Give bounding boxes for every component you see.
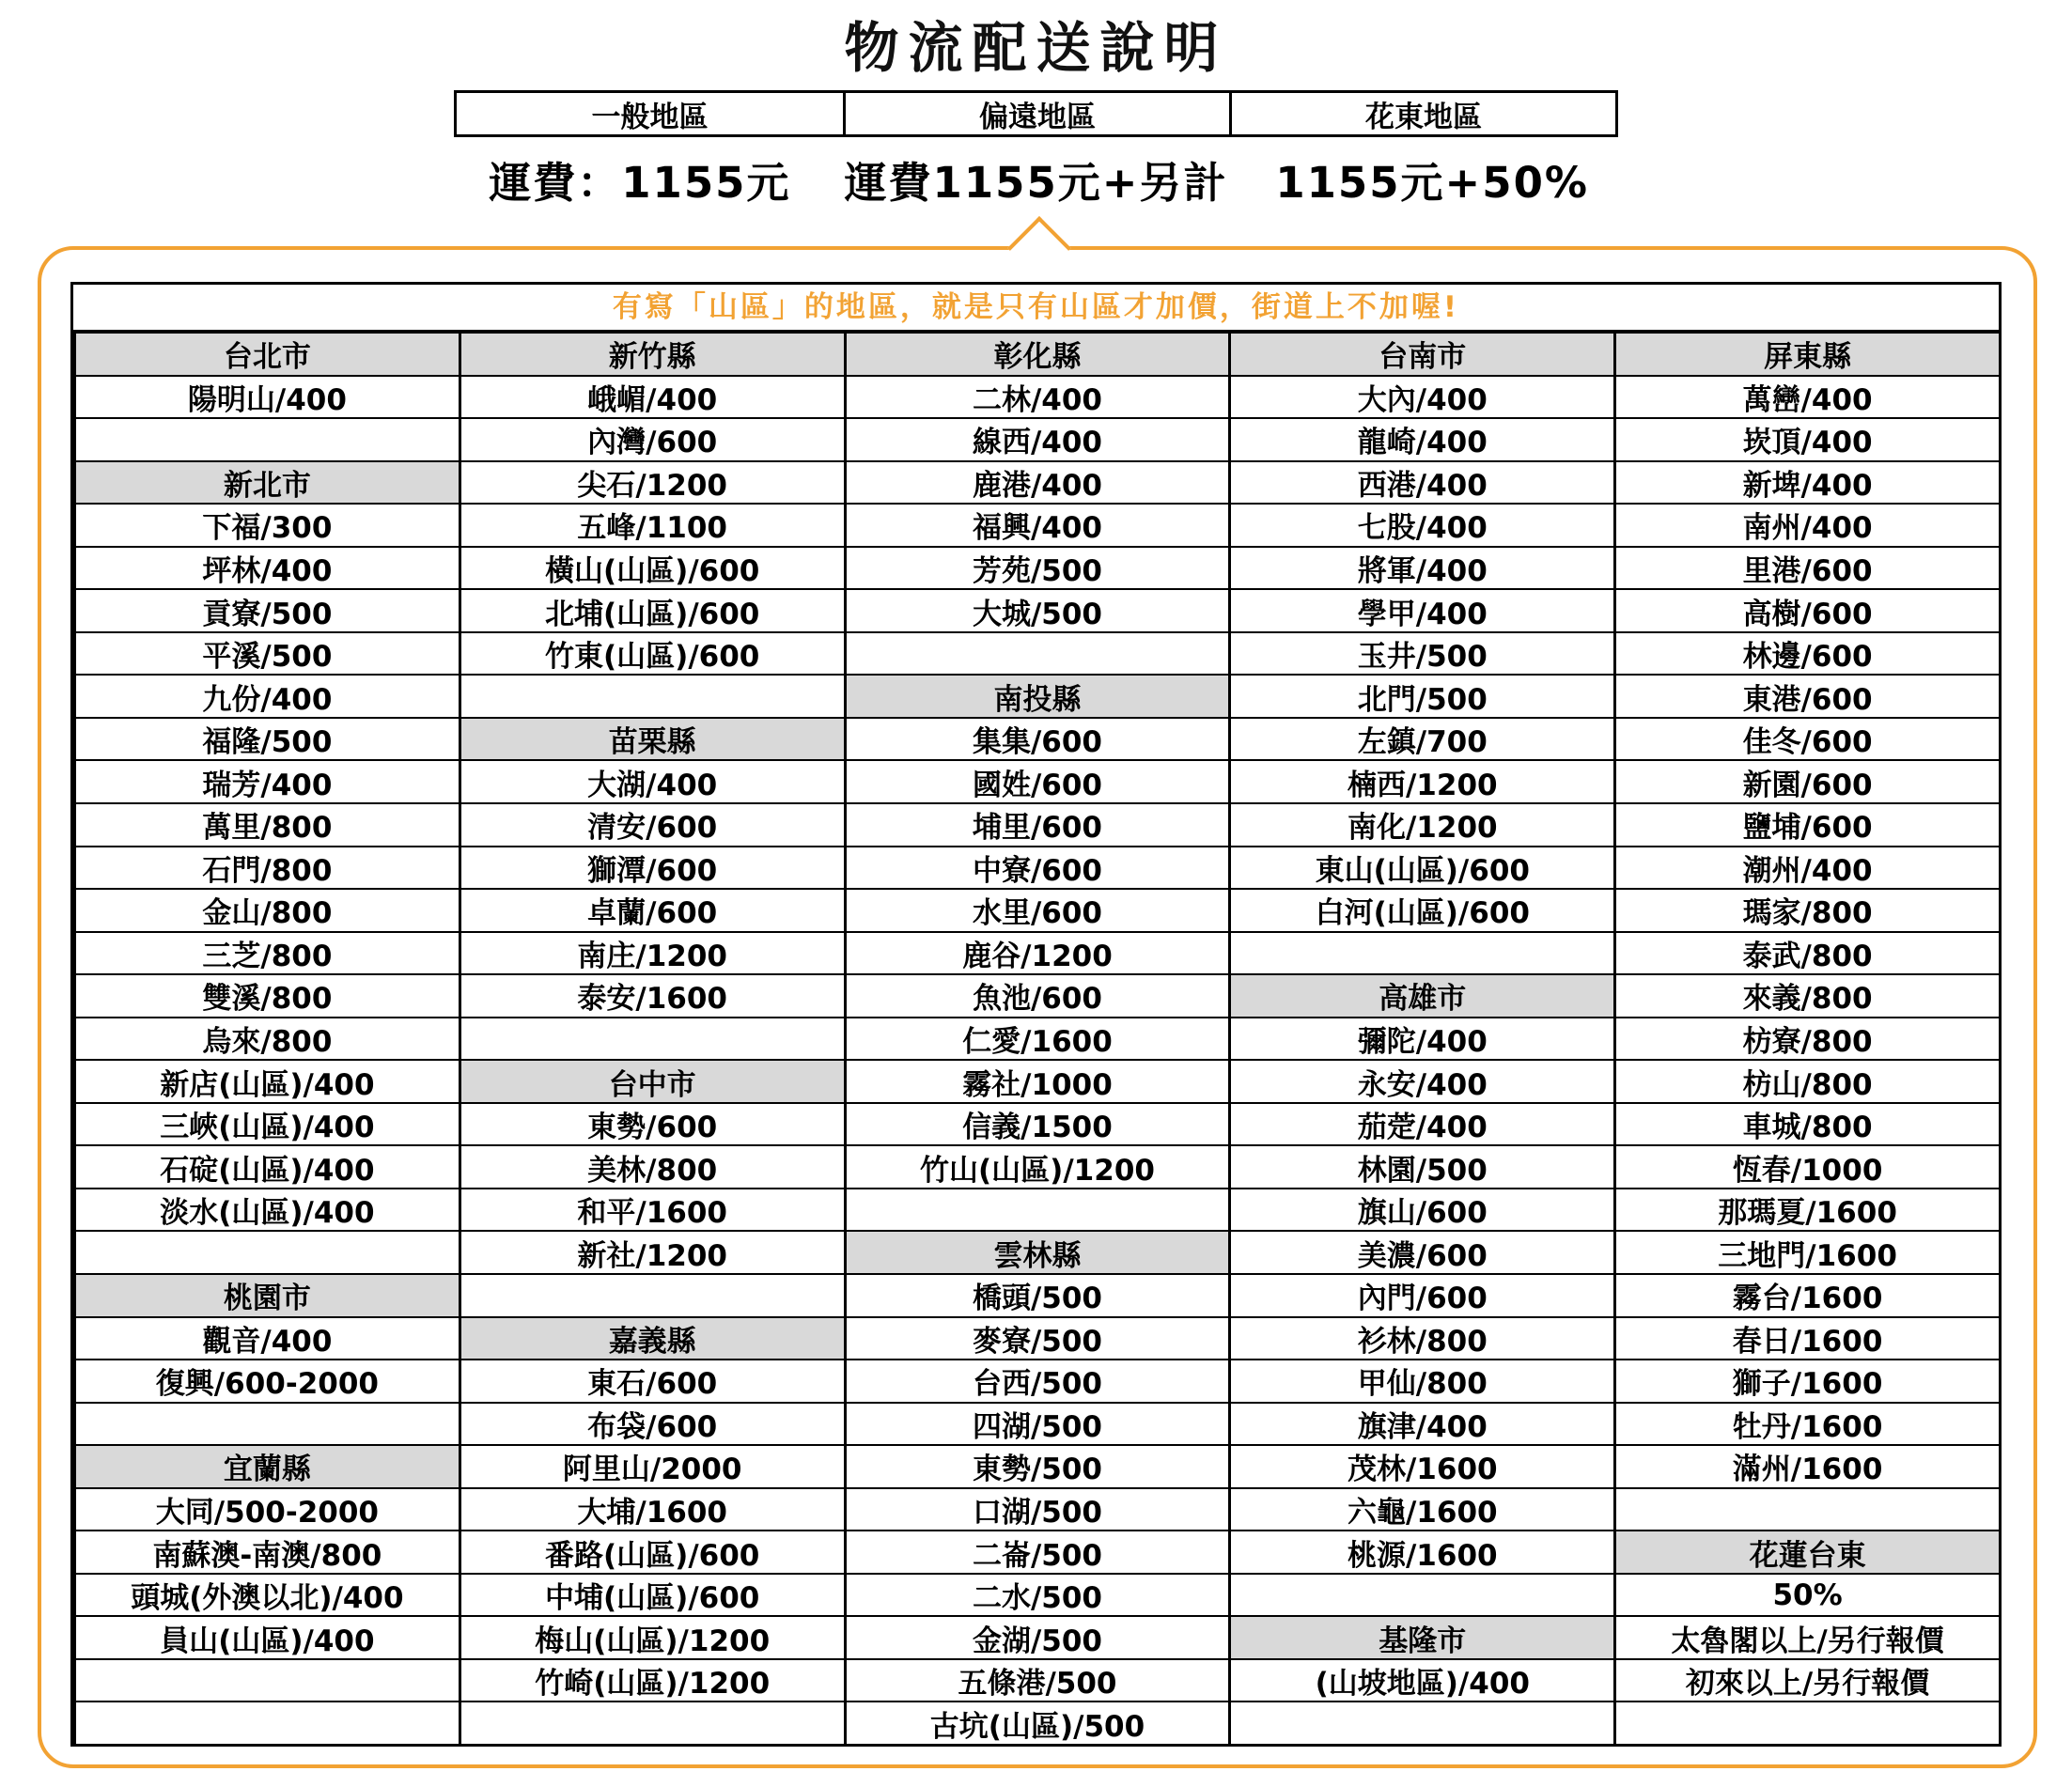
county-header-cell: 彰化縣 bbox=[844, 332, 1229, 375]
district-fee-cell: 國姓/600 bbox=[844, 759, 1229, 802]
district-fee-cell: 布袋/600 bbox=[459, 1402, 844, 1445]
district-fee-cell: 內灣/600 bbox=[459, 417, 844, 460]
district-fee-cell: 烏來/800 bbox=[73, 1017, 459, 1060]
district-fee-cell: 口湖/500 bbox=[844, 1487, 1229, 1531]
district-fee-cell: 甲仙/800 bbox=[1228, 1359, 1613, 1402]
district-fee-cell: 三峽(山區)/400 bbox=[73, 1102, 459, 1145]
district-fee-cell: 龍崎/400 bbox=[1228, 417, 1613, 460]
county-header-cell: 屏東縣 bbox=[1613, 332, 1999, 375]
district-fee-cell: 枋寮/800 bbox=[1613, 1017, 1999, 1060]
district-fee-cell: 東勢/600 bbox=[459, 1102, 844, 1145]
district-fee-cell: 茂林/1600 bbox=[1228, 1444, 1613, 1487]
district-fee-cell: 玉井/500 bbox=[1228, 631, 1613, 675]
district-fee-cell: 古坑(山區)/500 bbox=[844, 1701, 1229, 1744]
district-fee-cell: 阿里山/2000 bbox=[459, 1444, 844, 1487]
district-fee-cell: 仁愛/1600 bbox=[844, 1017, 1229, 1060]
district-fee-cell: 二林/400 bbox=[844, 375, 1229, 418]
district-fee-cell: 太魯閣以上/另行報價 bbox=[1613, 1615, 1999, 1658]
fee-huadong: 1155元+50% bbox=[1275, 158, 1589, 208]
district-fee-cell: 西港/400 bbox=[1228, 460, 1613, 504]
district-fee-cell: 竹東(山區)/600 bbox=[459, 631, 844, 675]
district-fee-cell: 崁頂/400 bbox=[1613, 417, 1999, 460]
district-fee-cell: 獅子/1600 bbox=[1613, 1359, 1999, 1402]
fee-remote: 運費1155元+另計 bbox=[844, 158, 1228, 208]
district-fee-cell: 東石/600 bbox=[459, 1359, 844, 1402]
district-fee-cell: 福隆/500 bbox=[73, 717, 459, 760]
district-fee-cell: 春日/1600 bbox=[1613, 1316, 1999, 1360]
district-fee-cell: 初來以上/另行報價 bbox=[1613, 1658, 1999, 1702]
empty-cell bbox=[459, 1273, 844, 1316]
district-fee-cell: 峨嵋/400 bbox=[459, 375, 844, 418]
district-fee-cell: 水里/600 bbox=[844, 888, 1229, 931]
district-fee-cell: 和平/1600 bbox=[459, 1188, 844, 1231]
district-fee-cell: 下福/300 bbox=[73, 503, 459, 546]
district-fee-cell: 北門/500 bbox=[1228, 674, 1613, 717]
district-fee-cell: 大城/500 bbox=[844, 588, 1229, 631]
district-fee-cell: 麥寮/500 bbox=[844, 1316, 1229, 1360]
district-fee-cell: 大同/500-2000 bbox=[73, 1487, 459, 1531]
district-fee-cell: 石碇(山區)/400 bbox=[73, 1144, 459, 1188]
district-fee-cell: 來義/800 bbox=[1613, 973, 1999, 1017]
district-fee-cell: 里港/600 bbox=[1613, 546, 1999, 589]
district-fee-cell: 東山(山區)/600 bbox=[1228, 846, 1613, 889]
district-fee-cell: 霧台/1600 bbox=[1613, 1273, 1999, 1316]
district-fee-cell: 番路(山區)/600 bbox=[459, 1530, 844, 1573]
district-fee-cell: 泰武/800 bbox=[1613, 931, 1999, 974]
district-fee-cell: 中埔(山區)/600 bbox=[459, 1573, 844, 1616]
district-fee-cell: 南蘇澳-南澳/800 bbox=[73, 1530, 459, 1573]
district-fee-cell: 旗山/600 bbox=[1228, 1188, 1613, 1231]
district-fee-cell: 瑞芳/400 bbox=[73, 759, 459, 802]
district-fee-cell: 萬巒/400 bbox=[1613, 375, 1999, 418]
district-fee-cell: 石門/800 bbox=[73, 846, 459, 889]
district-fee-cell: 尖石/1200 bbox=[459, 460, 844, 504]
region-fee-row bbox=[442, 148, 1630, 208]
empty-cell bbox=[459, 674, 844, 717]
district-fee-cell: 五峰/1100 bbox=[459, 503, 844, 546]
mountain-area-note: 有寫「山區」的地區，就是只有山區才加價，街道上不加喔! bbox=[73, 285, 1999, 332]
district-fee-cell: 美濃/600 bbox=[1228, 1230, 1613, 1273]
district-fee-cell: 大埔/1600 bbox=[459, 1487, 844, 1531]
empty-cell bbox=[1228, 931, 1613, 974]
county-header-cell: 宜蘭縣 bbox=[73, 1444, 459, 1487]
district-fee-cell: 永安/400 bbox=[1228, 1059, 1613, 1102]
empty-cell bbox=[73, 1701, 459, 1744]
region-header-table bbox=[454, 90, 1618, 137]
district-fee-cell: 金湖/500 bbox=[844, 1615, 1229, 1658]
county-header-cell: 花蓮台東 bbox=[1613, 1530, 1999, 1573]
district-fee-cell: 林園/500 bbox=[1228, 1144, 1613, 1188]
district-fee-cell: 鹿谷/1200 bbox=[844, 931, 1229, 974]
district-fee-cell: 雙溪/800 bbox=[73, 973, 459, 1017]
district-fee-cell: 四湖/500 bbox=[844, 1402, 1229, 1445]
county-header-cell: 台南市 bbox=[1228, 332, 1613, 375]
district-fee-cell: 卓蘭/600 bbox=[459, 888, 844, 931]
district-fee-cell: 橫山(山區)/600 bbox=[459, 546, 844, 589]
fee-table bbox=[70, 282, 2002, 1747]
empty-cell bbox=[1613, 1487, 1999, 1531]
region-header-general: 一般地區 bbox=[591, 101, 709, 134]
district-fee-cell: 竹崎(山區)/1200 bbox=[459, 1658, 844, 1702]
district-fee-cell: 北埔(山區)/600 bbox=[459, 588, 844, 631]
district-fee-cell: 鹽埔/600 bbox=[1613, 802, 1999, 846]
district-fee-cell: 牡丹/1600 bbox=[1613, 1402, 1999, 1445]
page-title: 物流配送說明 bbox=[844, 16, 1228, 80]
district-fee-cell: 福興/400 bbox=[844, 503, 1229, 546]
district-fee-cell: 金山/800 bbox=[73, 888, 459, 931]
district-fee-cell: 佳冬/600 bbox=[1613, 717, 1999, 760]
district-fee-cell: 桃源/1600 bbox=[1228, 1530, 1613, 1573]
county-header-cell: 台中市 bbox=[459, 1059, 844, 1102]
district-fee-cell: 橋頭/500 bbox=[844, 1273, 1229, 1316]
district-fee-cell: 新店(山區)/400 bbox=[73, 1059, 459, 1102]
district-fee-cell: 左鎮/700 bbox=[1228, 717, 1613, 760]
district-fee-cell: 二崙/500 bbox=[844, 1530, 1229, 1573]
empty-cell bbox=[459, 1017, 844, 1060]
district-fee-cell: 三芝/800 bbox=[73, 931, 459, 974]
empty-cell bbox=[1228, 1701, 1613, 1744]
district-fee-cell: 七股/400 bbox=[1228, 503, 1613, 546]
district-fee-cell: 恆春/1000 bbox=[1613, 1144, 1999, 1188]
district-fee-cell: 平溪/500 bbox=[73, 631, 459, 675]
district-fee-cell: 信義/1500 bbox=[844, 1102, 1229, 1145]
district-fee-cell: 陽明山/400 bbox=[73, 375, 459, 418]
district-fee-cell: 新園/600 bbox=[1613, 759, 1999, 802]
district-fee-cell: 茄萣/400 bbox=[1228, 1102, 1613, 1145]
district-fee-cell: 員山(山區)/400 bbox=[73, 1615, 459, 1658]
district-fee-cell: (山坡地區)/400 bbox=[1228, 1658, 1613, 1702]
district-fee-cell: 頭城(外澳以北)/400 bbox=[73, 1573, 459, 1616]
empty-cell bbox=[844, 1188, 1229, 1231]
district-fee-cell: 梅山(山區)/1200 bbox=[459, 1615, 844, 1658]
district-fee-cell: 學甲/400 bbox=[1228, 588, 1613, 631]
fee-general: 運費：1155元 bbox=[489, 158, 791, 208]
region-header-huadong: 花東地區 bbox=[1229, 93, 1615, 135]
empty-cell bbox=[73, 417, 459, 460]
district-fee-cell: 枋山/800 bbox=[1613, 1059, 1999, 1102]
district-fee-cell: 南化/1200 bbox=[1228, 802, 1613, 846]
district-fee-cell: 南庄/1200 bbox=[459, 931, 844, 974]
county-header-cell: 新北市 bbox=[73, 460, 459, 504]
county-header-cell: 桃園市 bbox=[73, 1273, 459, 1316]
district-fee-cell: 內門/600 bbox=[1228, 1273, 1613, 1316]
district-fee-cell: 那瑪夏/1600 bbox=[1613, 1188, 1999, 1231]
district-fee-cell: 旗津/400 bbox=[1228, 1402, 1613, 1445]
empty-cell bbox=[73, 1658, 459, 1702]
district-fee-cell: 50% bbox=[1613, 1573, 1999, 1616]
empty-cell bbox=[459, 1701, 844, 1744]
district-fee-cell: 衫林/800 bbox=[1228, 1316, 1613, 1360]
county-header-cell: 苗栗縣 bbox=[459, 717, 844, 760]
county-header-cell: 雲林縣 bbox=[844, 1230, 1229, 1273]
district-fee-cell: 貢寮/500 bbox=[73, 588, 459, 631]
district-fee-cell: 將軍/400 bbox=[1228, 546, 1613, 589]
district-fee-cell: 台西/500 bbox=[844, 1359, 1229, 1402]
county-header-cell: 南投縣 bbox=[844, 674, 1229, 717]
district-fee-cell: 彌陀/400 bbox=[1228, 1017, 1613, 1060]
region-header-remote: 偏遠地區 bbox=[843, 93, 1229, 135]
empty-cell bbox=[73, 1230, 459, 1273]
fee-table-grid bbox=[73, 332, 1999, 1744]
district-fee-cell: 竹山(山區)/1200 bbox=[844, 1144, 1229, 1188]
county-header-cell: 台北市 bbox=[73, 332, 459, 375]
district-fee-cell: 車城/800 bbox=[1613, 1102, 1999, 1145]
county-header-cell: 嘉義縣 bbox=[459, 1316, 844, 1360]
district-fee-cell: 五條港/500 bbox=[844, 1658, 1229, 1702]
district-fee-cell: 復興/600-2000 bbox=[73, 1359, 459, 1402]
district-fee-cell: 大湖/400 bbox=[459, 759, 844, 802]
district-fee-cell: 淡水(山區)/400 bbox=[73, 1188, 459, 1231]
district-fee-cell: 線西/400 bbox=[844, 417, 1229, 460]
district-fee-cell: 二水/500 bbox=[844, 1573, 1229, 1616]
county-header-cell: 基隆市 bbox=[1228, 1615, 1613, 1658]
county-header-cell: 高雄市 bbox=[1228, 973, 1613, 1017]
district-fee-cell: 魚池/600 bbox=[844, 973, 1229, 1017]
district-fee-cell: 新社/1200 bbox=[459, 1230, 844, 1273]
district-fee-cell: 觀音/400 bbox=[73, 1316, 459, 1360]
district-fee-cell: 埔里/600 bbox=[844, 802, 1229, 846]
empty-cell bbox=[1228, 1573, 1613, 1616]
district-fee-cell: 萬里/800 bbox=[73, 802, 459, 846]
district-fee-cell: 林邊/600 bbox=[1613, 631, 1999, 675]
district-fee-cell: 潮州/400 bbox=[1613, 846, 1999, 889]
district-fee-cell: 瑪家/800 bbox=[1613, 888, 1999, 931]
district-fee-cell: 東港/600 bbox=[1613, 674, 1999, 717]
district-fee-cell: 高樹/600 bbox=[1613, 588, 1999, 631]
district-fee-cell: 大內/400 bbox=[1228, 375, 1613, 418]
district-fee-cell: 美林/800 bbox=[459, 1144, 844, 1188]
district-fee-cell: 清安/600 bbox=[459, 802, 844, 846]
district-fee-cell: 芳苑/500 bbox=[844, 546, 1229, 589]
district-fee-cell: 南州/400 bbox=[1613, 503, 1999, 546]
district-fee-cell: 滿州/1600 bbox=[1613, 1444, 1999, 1487]
empty-cell bbox=[844, 631, 1229, 675]
district-fee-cell: 六龜/1600 bbox=[1228, 1487, 1613, 1531]
district-fee-cell: 坪林/400 bbox=[73, 546, 459, 589]
county-header-cell: 新竹縣 bbox=[459, 332, 844, 375]
district-fee-cell: 泰安/1600 bbox=[459, 973, 844, 1017]
district-fee-cell: 白河(山區)/600 bbox=[1228, 888, 1613, 931]
district-fee-cell: 楠西/1200 bbox=[1228, 759, 1613, 802]
empty-cell bbox=[1613, 1701, 1999, 1744]
empty-cell bbox=[73, 1402, 459, 1445]
district-fee-cell: 獅潭/600 bbox=[459, 846, 844, 889]
district-fee-cell: 三地門/1600 bbox=[1613, 1230, 1999, 1273]
district-fee-cell: 九份/400 bbox=[73, 674, 459, 717]
district-fee-cell: 中寮/600 bbox=[844, 846, 1229, 889]
district-fee-cell: 集集/600 bbox=[844, 717, 1229, 760]
district-fee-cell: 鹿港/400 bbox=[844, 460, 1229, 504]
district-fee-cell: 新埤/400 bbox=[1613, 460, 1999, 504]
district-fee-cell: 東勢/500 bbox=[844, 1444, 1229, 1487]
district-fee-cell: 霧社/1000 bbox=[844, 1059, 1229, 1102]
